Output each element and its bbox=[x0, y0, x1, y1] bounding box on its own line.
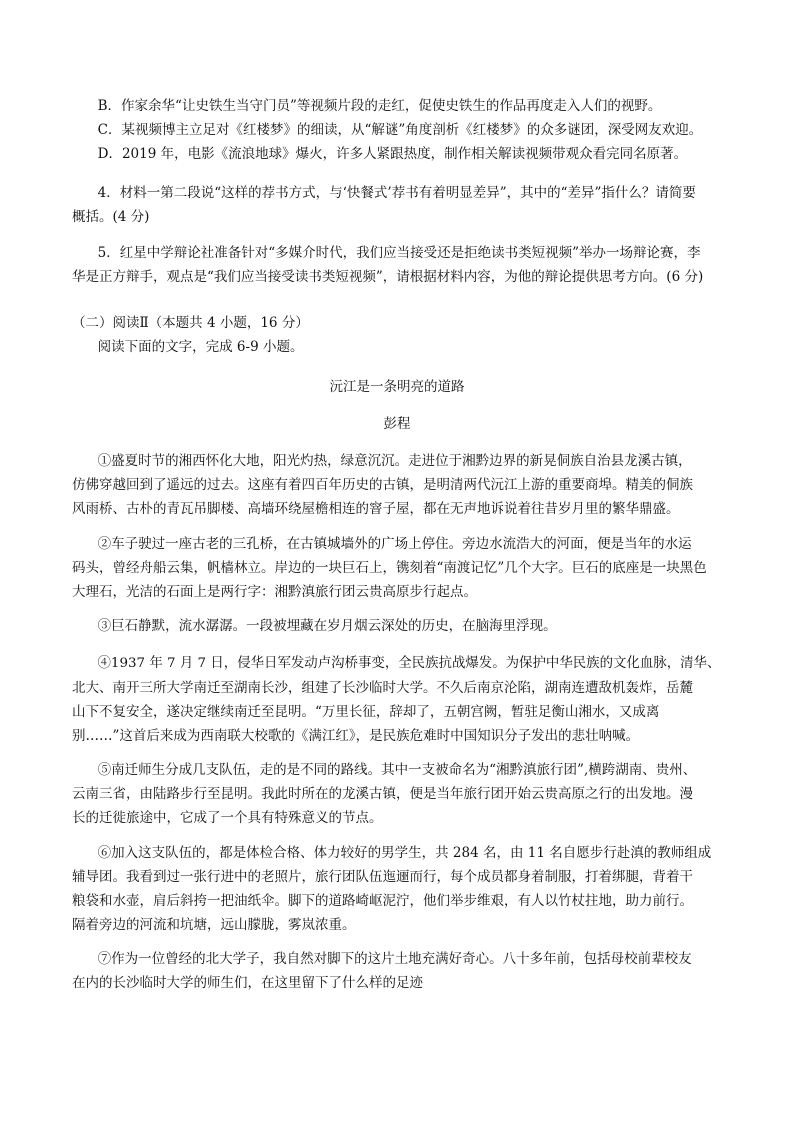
paragraph-line: ③巨石静默，流水潺潺。一段被埋藏在岁月烟云深处的历史，在脑海里浮现。 bbox=[97, 618, 557, 634]
paragraph-line: 在内的长沙临时大学的师生们，在这里留下了什么样的足迹 bbox=[72, 975, 423, 991]
article-author: 彭程 bbox=[383, 416, 411, 432]
paragraph-line: ④1937 年 7 月 7 日，侵华日军发动卢沟桥事变，全民族抗战爆发。为保护中华民族的文化血脉，清华、 bbox=[97, 656, 721, 671]
paragraph-3 bbox=[72, 614, 724, 638]
paragraph-line: 山下不复安全，遂决定继续南迁至昆明。“万里长征，辞却了，五朝宫阙，暂驻足衡山湘水，又成离 bbox=[72, 704, 660, 720]
paragraph-4 bbox=[72, 652, 724, 748]
section-header bbox=[72, 311, 724, 359]
paragraph-line: ⑦作为一位曾经的北大学子，我自然对脚下的这片土地充满好奇心。八十多年前，包括母校前辈校友 bbox=[97, 951, 692, 967]
paragraph-line: ①盛夏时节的湘西怀化大地，阳光灼热，绿意沉沉。走进位于湘黔边界的新晃侗族自治县龙溪古镇， bbox=[97, 453, 692, 469]
paragraph-line: 粮袋和水壶，肩后斜挎一把油纸伞。脚下的道路崎岖泥泞，他们举步维艰，有人以竹杖拄地，助力前行。 bbox=[72, 893, 693, 909]
paragraph-line: ⑥加入这支队伍的，都是体检合格、体力较好的男学生，共 284 名，由 11 名自愿步行赴滇的教师组成 bbox=[97, 845, 712, 861]
option-b: B．作家余华“让史铁生当守门员”等视频片段的走红，促使史铁生的作品再度走入人们的视野。 bbox=[97, 98, 662, 114]
question-5 bbox=[72, 241, 724, 289]
section-instruction: 阅读下面的文字，完成 6-9 小题。 bbox=[97, 339, 304, 355]
paragraph-line: ②车子驶过一座古老的三孔桥，在古镇城墙外的广场上停住。旁边水流浩大的河面，便是当年的水运 bbox=[97, 536, 692, 552]
paragraph-line: ⑤南迁师生分成几支队伍，走的是不同的路线。其中一支被命名为“湘黔滇旅行团”,横跨湖南、贵州、 bbox=[97, 762, 697, 778]
paragraph-line: 码头，曾经舟船云集，帆樯林立。岸边的一块巨石上，镌刻着“南渡记忆”几个大字。巨石的底座是一块黑色 bbox=[72, 560, 707, 576]
paragraph-line: 风雨桥、古朴的青瓦吊脚楼、高墙环绕屋檐相连的窨子屋，都在无声地诉说着往昔岁月里的繁华鼎盛。 bbox=[72, 501, 680, 517]
question-4-line: 4．材料一第二段说“这样的荐书方式，与‘快餐式’荐书有着明显差异”，其中的“差异”指什么？请简要 bbox=[97, 185, 696, 201]
section-heading: （二）阅读Ⅱ（本题共 4 小题，16 分） bbox=[72, 315, 309, 331]
option-c: C．某视频博主立足对《红楼梦》的细读，从“解谜”角度剖析《红楼梦》的众多谜团，深受网友欢迎。 bbox=[97, 122, 703, 138]
paragraph-2 bbox=[72, 532, 724, 604]
paragraph-line: 北大、南开三所大学南迁至湖南长沙，组建了长沙临时大学。不久后南京沦陷，湖南连遭敌机轰炸，岳麓 bbox=[72, 680, 693, 696]
question-4 bbox=[72, 181, 724, 229]
answer-options bbox=[72, 94, 724, 166]
paragraph-line: 云南三省，由陆路步行至昆明。我此时所在的龙溪古镇，便是当年旅行团开始云贵高原之行的出发地。漫 bbox=[72, 786, 693, 802]
paragraph-line: 大理石，光洁的石面上是两行字：湘黔滇旅行团云贵高原步行起点。 bbox=[72, 584, 477, 600]
paragraph-6 bbox=[72, 841, 724, 937]
question-5-line: 华是正方辩手，观点是“我们应当接受读书类短视频”，请根据材料内容，为他的辩论提供思考方向。(6 分) bbox=[72, 269, 704, 285]
paragraph-1 bbox=[72, 449, 724, 521]
paragraph-5 bbox=[72, 758, 724, 830]
paragraph-7 bbox=[72, 947, 724, 995]
question-4-line: 概括。(4 分) bbox=[72, 209, 150, 225]
paragraph-line: 长的迁徙旅途中，它成了一个具有特殊意义的节点。 bbox=[72, 810, 383, 826]
paragraph-line: 别……”这首后来成为西南联大校歌的《满江红》，是民族危难时中国知识分子发出的悲壮呐喊。 bbox=[72, 728, 640, 744]
paragraph-line: 隔着旁边的河流和坑塘，远山朦胧，雾岚浓重。 bbox=[72, 917, 356, 933]
article-title: 沅江是一条明亮的道路 bbox=[329, 379, 465, 395]
option-d: D．2019 年，电影《流浪地球》爆火，许多人紧跟热度，制作相关解读视频带观众看完同名原著。 bbox=[97, 146, 688, 162]
paragraph-line: 仿佛穿越回到了遥远的过去。这座有着四百年历史的古镇，是明清两代沅江上游的重要商埠。精美的侗族 bbox=[72, 477, 693, 493]
question-5-line: 5．红星中学辩论社准备针对“多媒介时代，我们应当接受还是拒绝读书类短视频”举办一场辩论赛，李 bbox=[97, 245, 701, 261]
paragraph-line: 辅导团。我看到过一张行进中的老照片，旅行团队伍迤逦而行，每个成员都身着制服，打着绑腿，背着干 bbox=[72, 869, 693, 885]
